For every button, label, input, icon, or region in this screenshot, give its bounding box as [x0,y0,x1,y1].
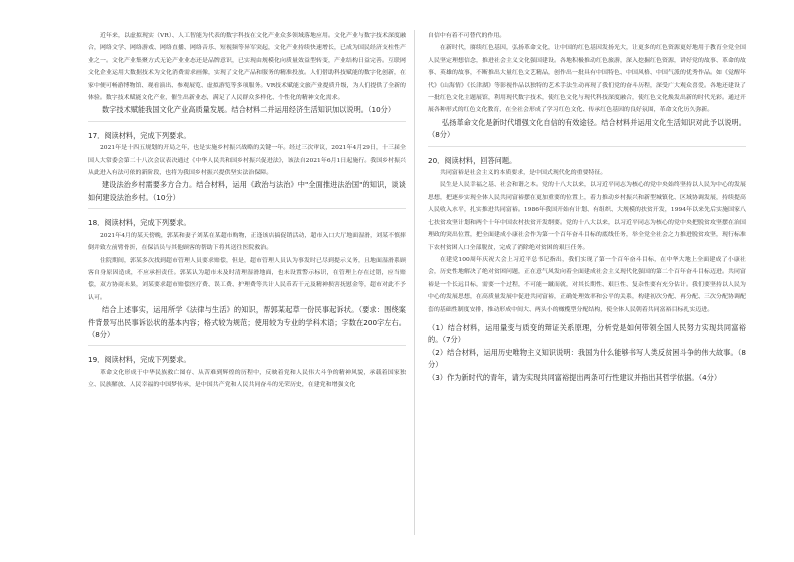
q16-material: 近年来，以虚拟现实（VR）、人工智能为代表的数字科技在文化产业众多领域落地应用。文化产业与数字技术深度融合，网络文学、网络游戏、网络直播、网络音乐、短视频等异军突起，文化产业持续快速增长，已成为国民经济支柱性产业之一。文化产业集聚方式无论产业业态还是品牌意识，已实现由规模化向质量效益型转变，产业结构日益完善。互联网文化企业运用大数据技术为文化消费需求画像，实现了文化产品和服务的精准投放。人们借助科技赋能的数字化创新，在家中便可畅游博物馆、观看演出、参观展览、虚拟游览等多项服务。VR技术赋能文旅产业提质升级，为人们提供了全新的体验。数字技术赋能文化产业，催生出新业态，满足了人民群众多样化、个性化的精神文化需求。 [88,33,406,102]
q20-heading: 20．阅读材料，回答问题。 [428,155,517,165]
answer-line [88,121,406,122]
right-column [428,30,746,384]
q19-material-2: 在新时代，赓续红色基因，弘扬革命文化，让中国的红色基因发扬光大，让更多的红色资源更好地用于教育全党全国人民坚定理想信念，推进社会主义文化强国建设。各地积极推动红色旅游，深入挖掘红色资源，讲好党的故事、革命的故事、英雄的故事，不断推出大量红色文艺精品，创作出一批具有中国特色、中国风格、中国气派的优秀作品。如《觉醒年代》《山海情》《长津湖》等影视作品以独特的艺术手法生动再现了我们党的奋斗历程，深受广大观众喜爱。各地还建设了一批红色文化主题展馆，利用现代数字技术，使红色文化与现代科技深度融合，使红色文化焕发出新的时代光彩。通过开展各种形式的红色文化教育，在全社会形成了学习红色文化、传承红色基因的良好氛围，革命文化历久弥新。 [428,45,746,114]
q20-material-3: 在建党100周年庆祝大会上习近平总书记指出，我们实现了第一个百年奋斗目标，在中华大地上全面建成了小康社会，历史性地解决了绝对贫困问题，正在意气风发向着全面建成社会主义现代化强国的第二个百年奋斗目标迈进。共同富裕是一个长远目标，需要一个过程，不可能一蹴而就，对其长期性、艰巨性、复杂性要有充分估计。我们要坚持以人民为中心的发展思想，在高质量发展中促进共同富裕，正确处理效率和公平的关系，构建初次分配、再分配、三次分配协调配套的基础性制度安排，推动形成中间大、两头小的橄榄型分配结构，使全体人民朝着共同富裕目标扎实迈进。 [428,256,746,313]
q18-question: 结合上述事实，运用所学《法律与生活》的知识，帮郭某起草一份民事起诉状。（要求：围绕案件背景写出民事诉讼状的基本内容；格式较为规范；使用较为专业的学科术语；字数在200字左右。（8分） [88,305,406,339]
q17-question: 建设法治乡村需要多方合力。结合材料，运用《政治与法治》中"全面推进法治国"的知识，谈谈如何建设法治乡村。（10分） [88,180,406,202]
q20-sub-question-3: （3）作为新时代的青年，请为实现共同富裕提出两条可行性建议并指出其哲学依据。（4分） [428,372,722,382]
q19-material: 革命文化形成于中华民族救亡图存、从苦难到辉煌的历程中，反映着党和人民伟大斗争的精神风貌，承载着国家独立、民族解放、人民幸福的中国梦传承，是中国共产党和人民共同奋斗的光荣历史，在建党和增强文化 [88,369,406,389]
q20-material-1: 共同富裕是社会主义的本质要求，是中国式现代化的重要特征。 [440,170,607,177]
left-column [88,30,406,392]
column-divider [414,30,415,535]
q18-heading: 18．阅读材料，完成下列要求。 [88,218,191,228]
q17-material: 2021年是十四五规划的开局之年，也是实施乡村振兴战略的关键一年。经过三次审议，2021年4月29日，十三届全国人大常委会第二十八次会议表决通过《中华人民共和国乡村振兴促进法》，该法自2021年6月1日起施行。我国乡村振兴从此进入有法可依的新阶段，也将为我国乡村振兴提供坚实法治保障。 [88,145,406,177]
q19-heading: 19．阅读材料，完成下列要求。 [88,355,191,365]
q17-heading: 17．阅读材料，完成下列要求。 [88,130,191,140]
q18-material-1: 2021年4月的某天傍晚，郭某和妻子刘某在某超市购物，正逢该店搞促销活动，超市入口大厅地面湿滑，刘某不慎摔倒并致左前臂骨折，在保洁员与其他顾客的帮助下将其送往医院救治。 [88,232,406,252]
q18-material-2: 住院期间，郭某多次找到超市管理人员要求赔偿，但是，超市管理人员认为事发时已尽到提示义务，且地面湿滑系顾客自身原因造成，不应承担责任。郭某认为超市未及时清理湿滑地面，也未设置警示标识，在管理上存在过错，应当赔偿，双方协商未果，刘某要求超市赔偿医疗费、误工费、护理费等共计人民币若干元及精神损害抚慰金等，超市对此不予认可。 [88,257,406,301]
q20-material-2: 民生是人民幸福之基、社会和谐之本。党的十八大以来，以习近平同志为核心的党中央始终坚持以人民为中心的发展思想，把逐步实现全体人民共同富裕摆在更加重要的位置上，着力推动乡村振兴和新型城镇化、区域协调发展，持续提高人民收入水平，扎实推进共同富裕。1986年我国开始有计划、有组织、大规模的扶贫开发，1994年以来先后实施国家八七扶贫攻坚计划和两个十年中国农村扶贫开发纲要。党的十八大以来，以习近平同志为核心的党中央把脱贫攻坚摆在治国理政的突出位置，把全面建成小康社会作为第一个百年奋斗目标的底线任务，举全党全社会之力推进脱贫攻坚，现行标准下农村贫困人口全部脱贫，完成了消除绝对贫困的艰巨任务。 [428,182,746,251]
q20-sub-question-1: （1）结合材料，运用量变与质变的辩证关系原理，分析党是如何带领全国人民努力实现共同富裕的。（7分） [428,322,746,345]
answer-line [88,208,406,209]
q16-question: 数字技术赋能我国文化产业高质量发展。结合材料二并运用经济生活知识加以说明。（10分） [102,105,396,115]
q19-material-cont: 自信中有着不可替代的作用。 [428,33,506,39]
q19-question: 弘扬革命文化是新时代增强文化自信的有效途径。结合材料并运用文化生活知识对此予以说明。（8分） [428,117,746,140]
q20-sub-question-2: （2）结合材料，运用历史唯物主义知识说明：我国为什么能够书写人类反贫困斗争的伟大故事。（8分） [428,347,746,370]
answer-line [428,146,746,147]
answer-line [88,345,406,346]
